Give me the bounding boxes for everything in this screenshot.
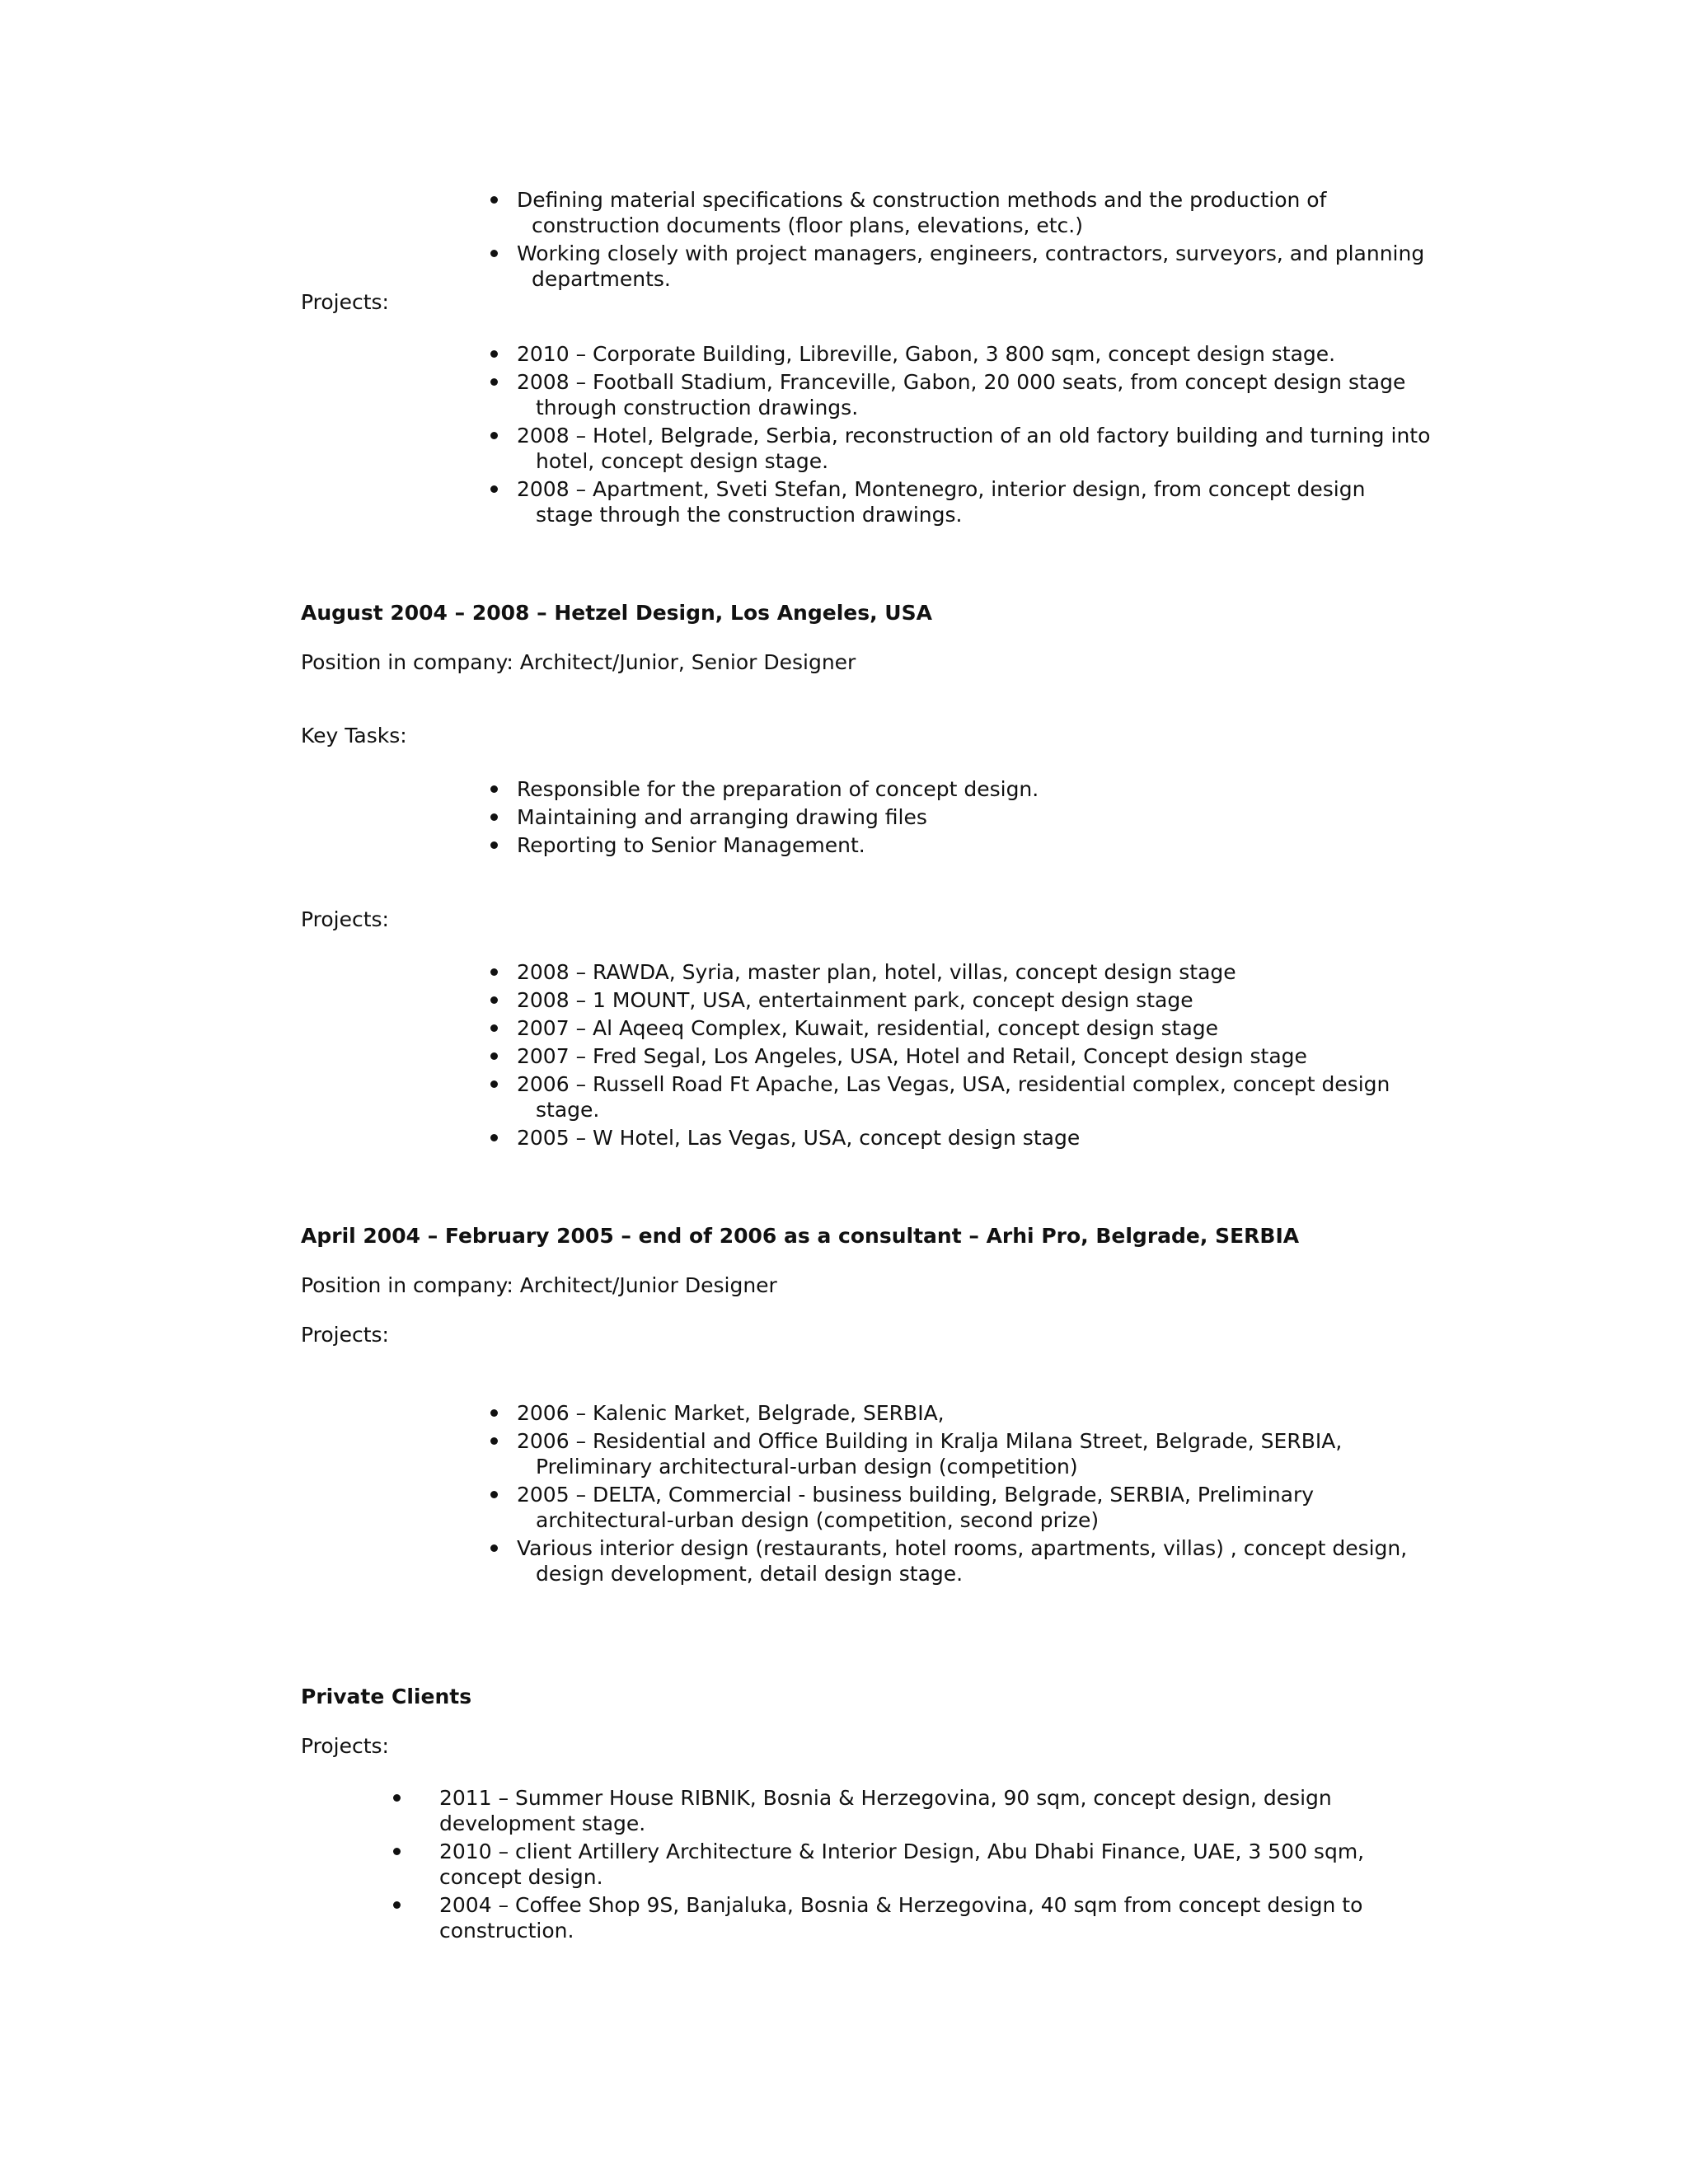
list-item: 2007 – Al Aqeeq Complex, Kuwait, residential, concept design stage [517, 1015, 1440, 1041]
list-item: 2006 – Russell Road Ft Apache, Las Vegas, USA, residential complex, concept design stage. [517, 1071, 1440, 1122]
hetzel-task-list [517, 776, 1440, 858]
list-item: 2006 – Kalenic Market, Belgrade, SERBIA, [517, 1400, 1440, 1426]
bullet-icon [490, 1052, 498, 1060]
position-text: Position in company: Architect/Junior Designer [301, 1273, 777, 1297]
list-item: 2008 – Football Stadium, Franceville, Gabon, 20 000 seats, from concept design stage through construction drawings. [517, 369, 1440, 420]
bullet-icon [393, 1794, 401, 1802]
bullet-icon [490, 485, 498, 493]
list-item: 2010 – Corporate Building, Libreville, Gabon, 3 800 sqm, concept design stage. [517, 341, 1440, 367]
projects-label: Projects: [301, 1323, 389, 1347]
bullet-icon [490, 1409, 498, 1417]
list-item: Working closely with project managers, engineers, contractors, surveyors, and planning departments. [517, 241, 1440, 292]
private-project-list [439, 1785, 1365, 1943]
list-item: 2004 – Coffee Shop 9S, Banjaluka, Bosnia & Herzegovina, 40 sqm from concept design to construction. [439, 1892, 1346, 1943]
list-item: 2008 – RAWDA, Syria, master plan, hotel, villas, concept design stage [517, 959, 1440, 985]
bullet-icon [490, 813, 498, 821]
bullet-icon [490, 378, 498, 386]
bullet-icon [490, 1491, 498, 1498]
bullet-icon [490, 196, 498, 204]
section-heading-hetzel: August 2004 – 2008 – Hetzel Design, Los Angeles, USA [301, 601, 932, 625]
intro-project-list [517, 341, 1440, 527]
key-tasks-label: Key Tasks: [301, 724, 407, 748]
hetzel-project-list [517, 959, 1440, 1151]
bullet-icon [490, 1544, 498, 1552]
section-heading-private: Private Clients [301, 1685, 472, 1708]
bullet-icon [490, 1134, 498, 1141]
bullet-icon [490, 432, 498, 439]
bullet-icon [490, 968, 498, 976]
bullet-icon [393, 1848, 401, 1855]
list-item: Reporting to Senior Management. [517, 832, 1440, 858]
list-item: 2005 – DELTA, Commercial - business building, Belgrade, SERBIA, Preliminary architectural-urban design (competition, second prize) [517, 1482, 1440, 1533]
list-item: 2006 – Residential and Office Building in Kralja Milana Street, Belgrade, SERBIA, Preliminary architectural-urban design (competition) [517, 1428, 1440, 1479]
projects-label: Projects: [301, 1734, 389, 1758]
list-item: Defining material specifications & construction methods and the production of construction documents (floor plans, elevations, etc.) [517, 187, 1440, 238]
list-item: Responsible for the preparation of concept design. [517, 776, 1440, 802]
bullet-icon [490, 1437, 498, 1445]
list-item: 2007 – Fred Segal, Los Angeles, USA, Hotel and Retail, Concept design stage [517, 1043, 1440, 1069]
list-item: 2010 – client Artillery Architecture & Interior Design, Abu Dhabi Finance, UAE, 3 500 sqm, concept design. [439, 1839, 1346, 1890]
list-item: 2011 – Summer House RIBNIK, Bosnia & Herzegovina, 90 sqm, concept design, design development stage. [439, 1785, 1346, 1836]
bullet-icon [490, 841, 498, 849]
bullet-icon [393, 1901, 401, 1909]
section-heading-arhipro: April 2004 – February 2005 – end of 2006 as a consultant – Arhi Pro, Belgrade, SERBIA [301, 1224, 1300, 1248]
list-item: 2005 – W Hotel, Las Vegas, USA, concept design stage [517, 1125, 1440, 1151]
projects-label: Projects: [301, 907, 389, 931]
projects-label: Projects: [301, 290, 389, 314]
list-item: Maintaining and arranging drawing files [517, 804, 1440, 830]
bullet-icon [490, 785, 498, 793]
intro-task-list [517, 187, 1440, 292]
bullet-icon [490, 1080, 498, 1088]
arhipro-project-list [517, 1400, 1440, 1586]
bullet-icon [490, 1024, 498, 1032]
bullet-icon [490, 250, 498, 257]
bullet-icon [490, 350, 498, 358]
position-text: Position in company: Architect/Junior, Senior Designer [301, 650, 856, 674]
list-item: Various interior design (restaurants, hotel rooms, apartments, villas) , concept design, design development, detail design stage. [517, 1535, 1440, 1586]
bullet-icon [490, 996, 498, 1004]
list-item: 2008 – Apartment, Sveti Stefan, Montenegro, interior design, from concept design stage through the construction drawings. [517, 476, 1440, 527]
list-item: 2008 – 1 MOUNT, USA, entertainment park, concept design stage [517, 987, 1440, 1013]
list-item: 2008 – Hotel, Belgrade, Serbia, reconstruction of an old factory building and turning into hotel, concept design stage. [517, 423, 1440, 474]
